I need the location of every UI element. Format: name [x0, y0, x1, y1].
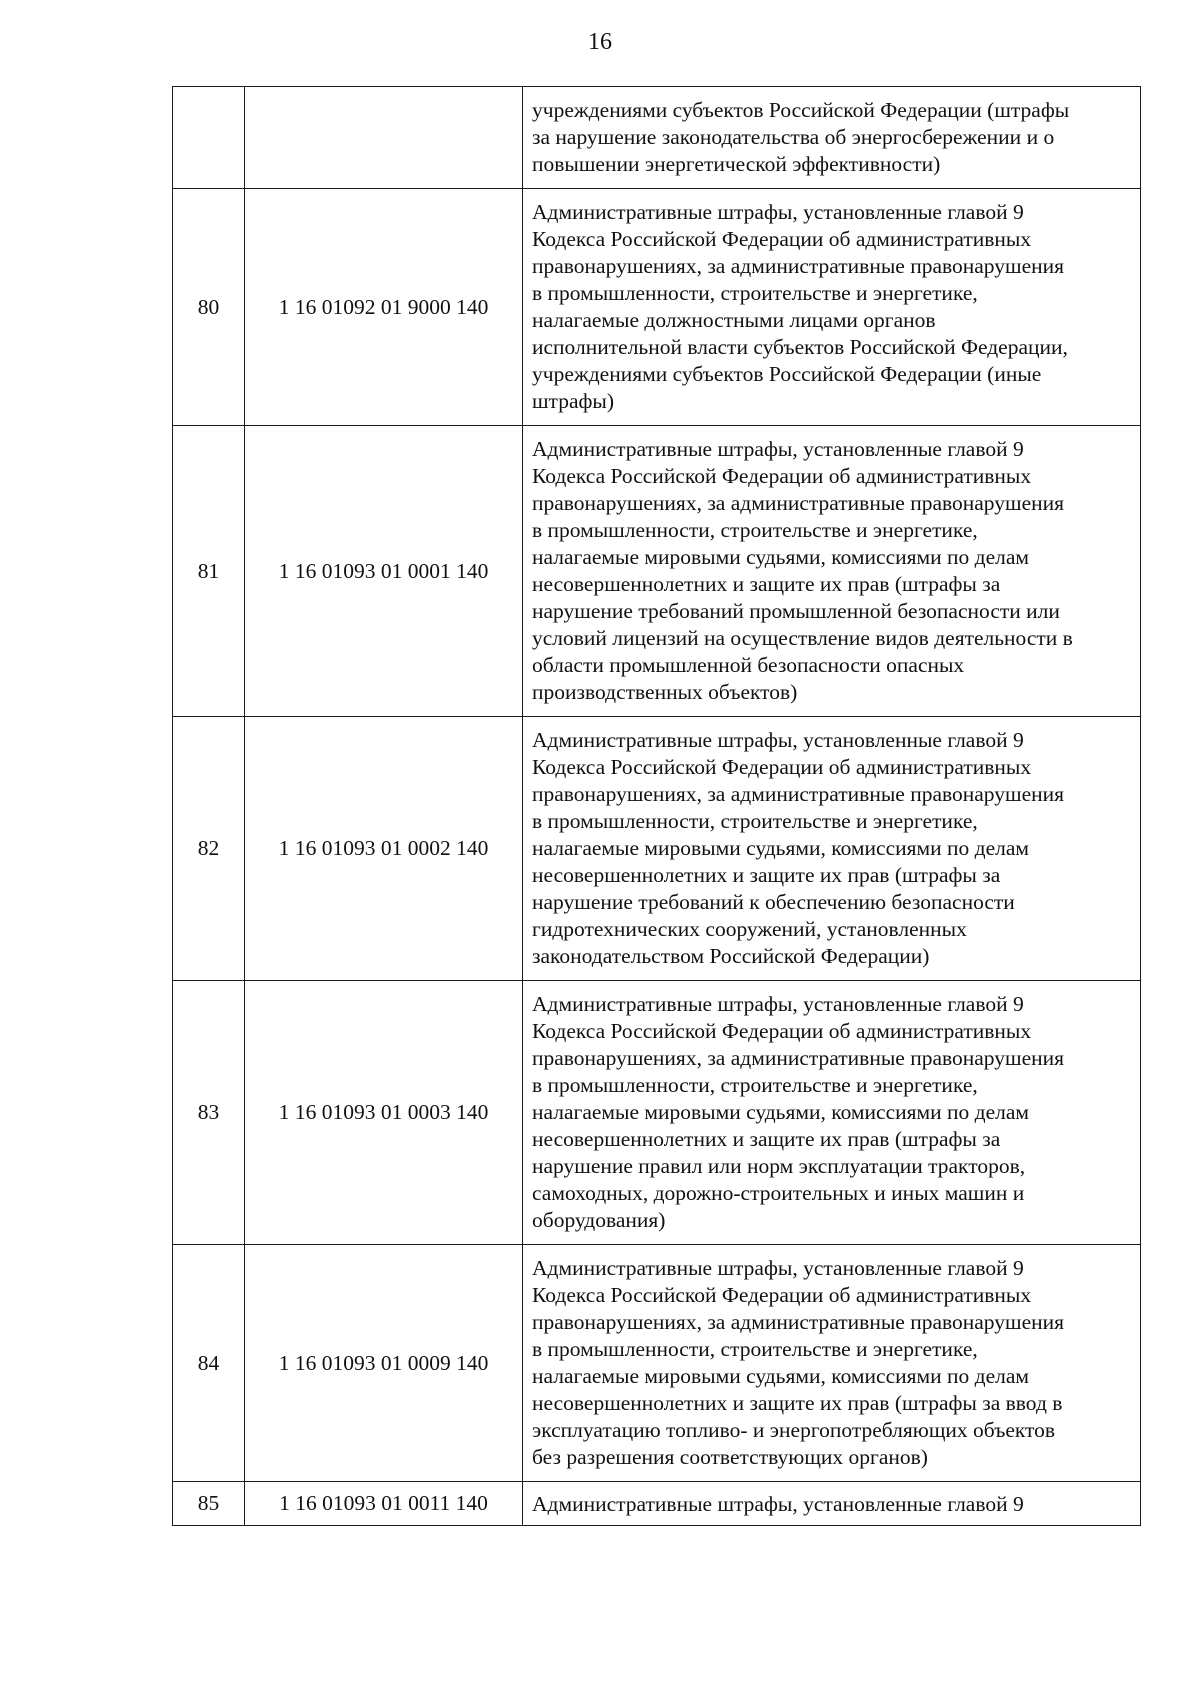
fines-table-body — [173, 87, 1141, 1526]
budget-code-cell: 1 16 01093 01 0011 140 — [245, 1482, 523, 1526]
row-number-cell: 81 — [173, 426, 245, 717]
description-line: Кодекса Российской Федерации об административных — [532, 1283, 1032, 1307]
fines-table-container — [172, 86, 1140, 1526]
description-line: за нарушение законодательства об энергосбережении и о — [532, 125, 1055, 149]
description-line: Кодекса Российской Федерации об административных — [532, 227, 1032, 251]
description-cell — [523, 1482, 1141, 1526]
budget-code-cell: 1 16 01093 01 0009 140 — [245, 1245, 523, 1482]
description-line: Административные штрафы, установленные главой 9 — [532, 1492, 1024, 1516]
description-line: налагаемые мировыми судьями, комиссиями по делам — [532, 1100, 1029, 1124]
description-cell — [523, 189, 1141, 426]
fines-table — [172, 86, 1141, 1526]
description-line: правонарушениях, за административные правонарушения — [532, 1046, 1065, 1070]
description-line: налагаемые мировыми судьями, комиссиями по делам — [532, 545, 1029, 569]
description-cell — [523, 426, 1141, 717]
description-line: области промышленной безопасности опасных — [532, 653, 965, 677]
table-row — [173, 1245, 1141, 1482]
description-line: несовершеннолетних и защите их прав (штрафы за — [532, 1127, 1001, 1151]
budget-code-cell: 1 16 01093 01 0001 140 — [245, 426, 523, 717]
description-line: в промышленности, строительстве и энергетике, — [532, 809, 978, 833]
budget-code-cell — [245, 87, 523, 189]
description-line: несовершеннолетних и защите их прав (штрафы за ввод в — [532, 1391, 1063, 1415]
description-line: нарушение правил или норм эксплуатации тракторов, — [532, 1154, 1026, 1178]
table-row — [173, 981, 1141, 1245]
description-line: Кодекса Российской Федерации об административных — [532, 464, 1032, 488]
description-line: без разрешения соответствующих органов) — [532, 1445, 928, 1469]
description-cell — [523, 87, 1141, 189]
budget-code-cell: 1 16 01093 01 0002 140 — [245, 717, 523, 981]
row-number-cell: 82 — [173, 717, 245, 981]
description-line: законодательством Российской Федерации) — [532, 944, 930, 968]
description-line: в промышленности, строительстве и энергетике, — [532, 1073, 978, 1097]
description-line: Административные штрафы, установленные главой 9 — [532, 437, 1024, 461]
description-line: гидротехнических сооружений, установленных — [532, 917, 967, 941]
description-line: несовершеннолетних и защите их прав (штрафы за — [532, 572, 1001, 596]
description-cell — [523, 1245, 1141, 1482]
table-row — [173, 426, 1141, 717]
row-number-cell: 85 — [173, 1482, 245, 1526]
description-line: учреждениями субъектов Российской Федерации (иные — [532, 362, 1042, 386]
table-row — [173, 189, 1141, 426]
row-number-cell: 80 — [173, 189, 245, 426]
description-line: Административные штрафы, установленные главой 9 — [532, 728, 1024, 752]
description-line: эксплуатацию топливо- и энергопотребляющих объектов — [532, 1418, 1056, 1442]
description-cell — [523, 717, 1141, 981]
row-number-cell: 84 — [173, 1245, 245, 1482]
table-row — [173, 1482, 1141, 1526]
description-line: правонарушениях, за административные правонарушения — [532, 782, 1065, 806]
description-line: в промышленности, строительстве и энергетике, — [532, 281, 978, 305]
description-line: исполнительной власти субъектов Российской Федерации, — [532, 335, 1068, 359]
description-line: налагаемые мировыми судьями, комиссиями по делам — [532, 1364, 1029, 1388]
description-line: налагаемые мировыми судьями, комиссиями по делам — [532, 836, 1029, 860]
description-line: учреждениями субъектов Российской Федерации (штрафы — [532, 98, 1070, 122]
description-line: правонарушениях, за административные правонарушения — [532, 254, 1065, 278]
description-line: Кодекса Российской Федерации об административных — [532, 1019, 1032, 1043]
description-line: Административные штрафы, установленные главой 9 — [532, 200, 1024, 224]
description-line: штрафы) — [532, 389, 615, 413]
description-line: в промышленности, строительстве и энергетике, — [532, 1337, 978, 1361]
page-number: 16 — [588, 29, 612, 55]
description-line: в промышленности, строительстве и энергетике, — [532, 518, 978, 542]
description-line: Кодекса Российской Федерации об административных — [532, 755, 1032, 779]
description-line: правонарушениях, за административные правонарушения — [532, 1310, 1065, 1334]
description-line: несовершеннолетних и защите их прав (штрафы за — [532, 863, 1001, 887]
description-line: Административные штрафы, установленные главой 9 — [532, 1256, 1024, 1280]
description-line: оборудования) — [532, 1208, 666, 1232]
description-line: нарушение требований к обеспечению безопасности — [532, 890, 1015, 914]
table-row — [173, 717, 1141, 981]
description-line: Административные штрафы, установленные главой 9 — [532, 992, 1024, 1016]
table-row — [173, 87, 1141, 189]
description-line: самоходных, дорожно-строительных и иных машин и — [532, 1181, 1025, 1205]
row-number-cell: 83 — [173, 981, 245, 1245]
description-line: производственных объектов) — [532, 680, 798, 704]
row-number-cell — [173, 87, 245, 189]
budget-code-cell: 1 16 01092 01 9000 140 — [245, 189, 523, 426]
description-line: повышении энергетической эффективности) — [532, 152, 941, 176]
description-line: правонарушениях, за административные правонарушения — [532, 491, 1065, 515]
description-cell — [523, 981, 1141, 1245]
budget-code-cell: 1 16 01093 01 0003 140 — [245, 981, 523, 1245]
description-line: налагаемые должностными лицами органов — [532, 308, 936, 332]
description-line: нарушение требований промышленной безопасности или — [532, 599, 1060, 623]
description-line: условий лицензий на осуществление видов деятельности в — [532, 626, 1073, 650]
